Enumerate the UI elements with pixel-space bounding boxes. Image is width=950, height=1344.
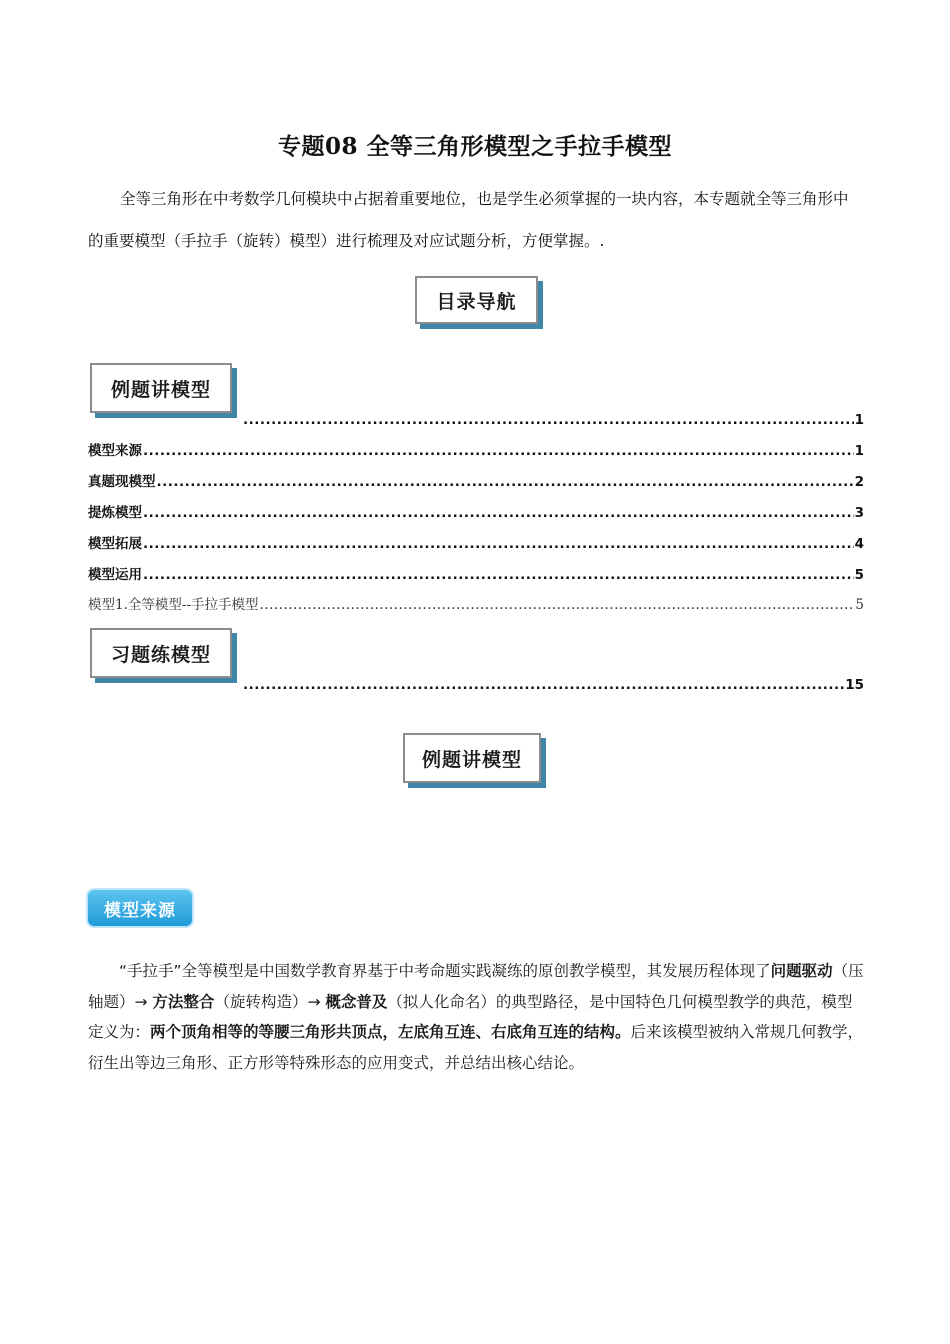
section1-label-text: 例题讲模型 [110, 378, 211, 401]
toc-header-box [415, 276, 538, 324]
toc-leader [143, 536, 854, 552]
intro-paragraph [88, 178, 863, 262]
text-run: （压轴题）→ [88, 962, 864, 1011]
toc-row-section1[interactable] [242, 406, 864, 428]
model-source-paragraph [88, 956, 864, 1078]
toc-leader [243, 412, 854, 428]
bold-run: 概念普及 [325, 992, 388, 1011]
toc-label: 模型来源 [88, 443, 142, 459]
page-title: 专题08 全等三角形模型之手拉手模型 [277, 133, 672, 160]
toc-page: 3 [854, 505, 864, 521]
model-source-text [88, 956, 864, 1078]
section-heading-box [403, 733, 541, 783]
toc-row-real-questions[interactable] [88, 468, 864, 490]
toc-row-model-application[interactable] [88, 561, 864, 583]
text-run: （旋转构造）→ [214, 992, 326, 1011]
toc-row-section2[interactable] [242, 671, 864, 693]
toc-leader [260, 597, 855, 613]
toc-row-model-source[interactable] [88, 437, 864, 459]
toc-page: 5 [855, 597, 864, 613]
section2-label-box [90, 628, 232, 678]
bold-run: 方法整合 [152, 992, 215, 1011]
toc-leader [243, 677, 844, 693]
text-run: “手拉手”全等模型是中国数学教育界基于中考命题实践凝练的原创教学模型，其发展历程体现了 [119, 962, 771, 980]
toc-header-text: 目录导航 [436, 290, 517, 313]
toc-row-model-extension[interactable] [88, 530, 864, 552]
toc-row-sub-model1[interactable] [88, 591, 864, 613]
toc-page: 5 [854, 567, 864, 583]
toc-page: 1 [854, 412, 864, 428]
model-source-label-text: 模型来源 [104, 900, 176, 921]
bold-run: 两个顶角相等的等腰三角形共顶点，左底角互连、右底角互连的结构。 [150, 1023, 631, 1041]
model-source-label [88, 890, 192, 926]
toc-page: 4 [854, 536, 864, 552]
toc-leader [157, 474, 854, 490]
section-heading-text: 例题讲模型 [421, 748, 522, 771]
toc-label: 提炼模型 [88, 505, 142, 521]
section1-label-box [90, 363, 232, 413]
toc-page: 15 [845, 677, 864, 693]
section2-label-text: 习题练模型 [110, 643, 211, 666]
text-run: （拟人化命名）的典型路径，是中国特色几何模型教学的典范，模型定义为： [88, 992, 853, 1041]
bold-run: 问题驱动 [770, 962, 833, 980]
toc-page: 2 [854, 474, 864, 490]
text-run: 后来该模型被纳入常规几何教学，衍生出等边三角形、正方形等特殊形态的应用变式，并总结出核心结论。 [88, 1023, 864, 1072]
toc-leader [143, 505, 854, 521]
toc-label: 真题现模型 [88, 474, 156, 490]
toc-leader [143, 567, 854, 583]
toc-label: 模型运用 [88, 567, 142, 583]
toc-page: 1 [854, 443, 864, 459]
toc-row-refine-model[interactable] [88, 499, 864, 521]
intro-text: 全等三角形在中考数学几何模块中占据着重要地位，也是学生必须掌握的一块内容，本专题就全等三角形中的重要模型（手拉手（旋转）模型）进行梳理及对应试题分析，方便掌握。. [88, 190, 849, 250]
toc-label: 模型拓展 [88, 536, 142, 552]
toc-leader [143, 443, 854, 459]
toc-label: 模型1.全等模型--手拉手模型 [88, 597, 259, 613]
